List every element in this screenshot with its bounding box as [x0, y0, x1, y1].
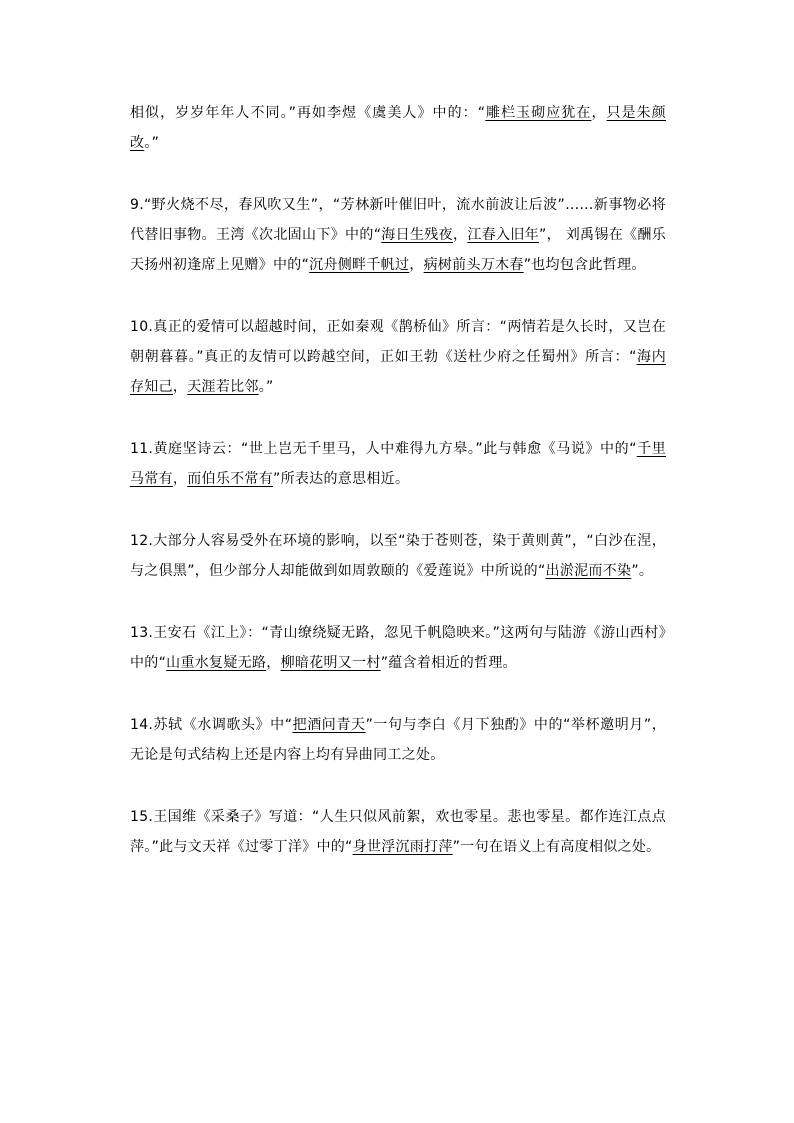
underlined-answer: 柳暗花明又一村 [280, 655, 381, 671]
paragraph-13 [130, 618, 666, 678]
text-segment: ， [172, 471, 188, 487]
underlined-answer: 千里马常有 [130, 441, 666, 487]
text-segment: 。” [258, 379, 274, 395]
text-segment: ， [409, 257, 424, 273]
paragraph-8-continued [130, 98, 666, 158]
underlined-answer: 海内存知己 [130, 349, 666, 395]
text-segment: ”所表达的意思相近。 [273, 471, 410, 487]
text-segment: ， [591, 105, 607, 121]
text-segment: ， [172, 379, 188, 395]
paragraph-15 [130, 802, 666, 862]
underlined-answer: 沉舟侧畔千帆过 [309, 257, 410, 273]
paragraph-11 [130, 434, 666, 494]
text-segment: ”蕴含着相近的哲理。 [380, 655, 517, 671]
underlined-answer: 而伯乐不常有 [187, 471, 274, 487]
paragraph-12 [130, 526, 666, 586]
text-segment: ， [266, 655, 281, 671]
underlined-answer: 天涯若比邻 [187, 379, 259, 395]
text-segment: 15.王国维《采桑子》写道：“人生只似风前絮，欢也零星。悲也零星。都作连江点点萍。”此与文天祥《过零丁洋》中的“ [130, 809, 666, 855]
paragraph-10 [130, 312, 666, 402]
underlined-answer: 把酒问青天 [292, 717, 366, 733]
text-segment: ”也均包含此哲理。 [523, 257, 646, 273]
underlined-answer: 江春入旧年 [467, 227, 539, 243]
text-segment: 9.“野火烧不尽，春风吹又生”，“芳林新叶催旧叶，流水前波让后波”……新事物必将代替旧事物。王湾《次北固山下》中的“ [130, 197, 666, 243]
text-segment: ”一句在语义上有高度相似之处。 [452, 839, 661, 855]
text-segment: ， [452, 227, 468, 243]
underlined-answer: 身世浮沉雨打萍 [352, 839, 453, 855]
text-segment: 13.王安石《江上》：“青山缭绕疑无路，忽见千帆隐映来。”这两句与陆游《游山西村》中的“ [130, 625, 666, 671]
underlined-answer: 山重水复疑无路 [166, 655, 267, 671]
text-segment: ”。 [631, 563, 654, 579]
text-segment: ”一句与李白《月下独酌》中的“举杯邀明月”，无论是句式结构上还是内容上均有异曲同工之处。 [130, 717, 667, 763]
underlined-answer: 海日生残夜 [381, 227, 453, 243]
underlined-answer: 雕栏玉砌应犹在 [485, 105, 592, 121]
text-segment: 11.黄庭坚诗云：“世上岂无千里马，人中难得九方皋。”此与韩愈《马说》中的“ [130, 441, 637, 457]
text-segment: 。” [144, 135, 160, 151]
paragraph-14 [130, 710, 666, 770]
text-segment: 相似，岁岁年年人不同。”再如李煜《虞美人》中的：“ [130, 105, 486, 121]
document-page [130, 98, 666, 894]
paragraph-9 [130, 190, 666, 280]
text-segment: 14.苏轼《水调歌头》中“ [130, 717, 293, 733]
underlined-answer: 出淤泥而不染 [545, 563, 632, 579]
underlined-answer: 病树前头万木春 [423, 257, 524, 273]
text-segment: 10.真正的爱情可以超越时间，正如秦观《鹊桥仙》所言：“两情若是久长时，又岂在朝朝暮暮。”真正的友情可以跨越空间，正如王勃《送杜少府之任蜀州》所言：“ [130, 319, 666, 365]
text-segment: ”， 刘禹锡在《酬乐天扬州初逢席上见赠》中的“ [130, 227, 667, 273]
underlined-answer: 只是朱颜改 [130, 105, 666, 151]
text-segment: 12.大部分人容易受外在环境的影响，以至“染于苍则苍，染于黄则黄”，“白沙在涅，与之俱黑”，但少部分人却能做到如周敦颐的《爱莲说》中所说的“ [130, 533, 666, 579]
